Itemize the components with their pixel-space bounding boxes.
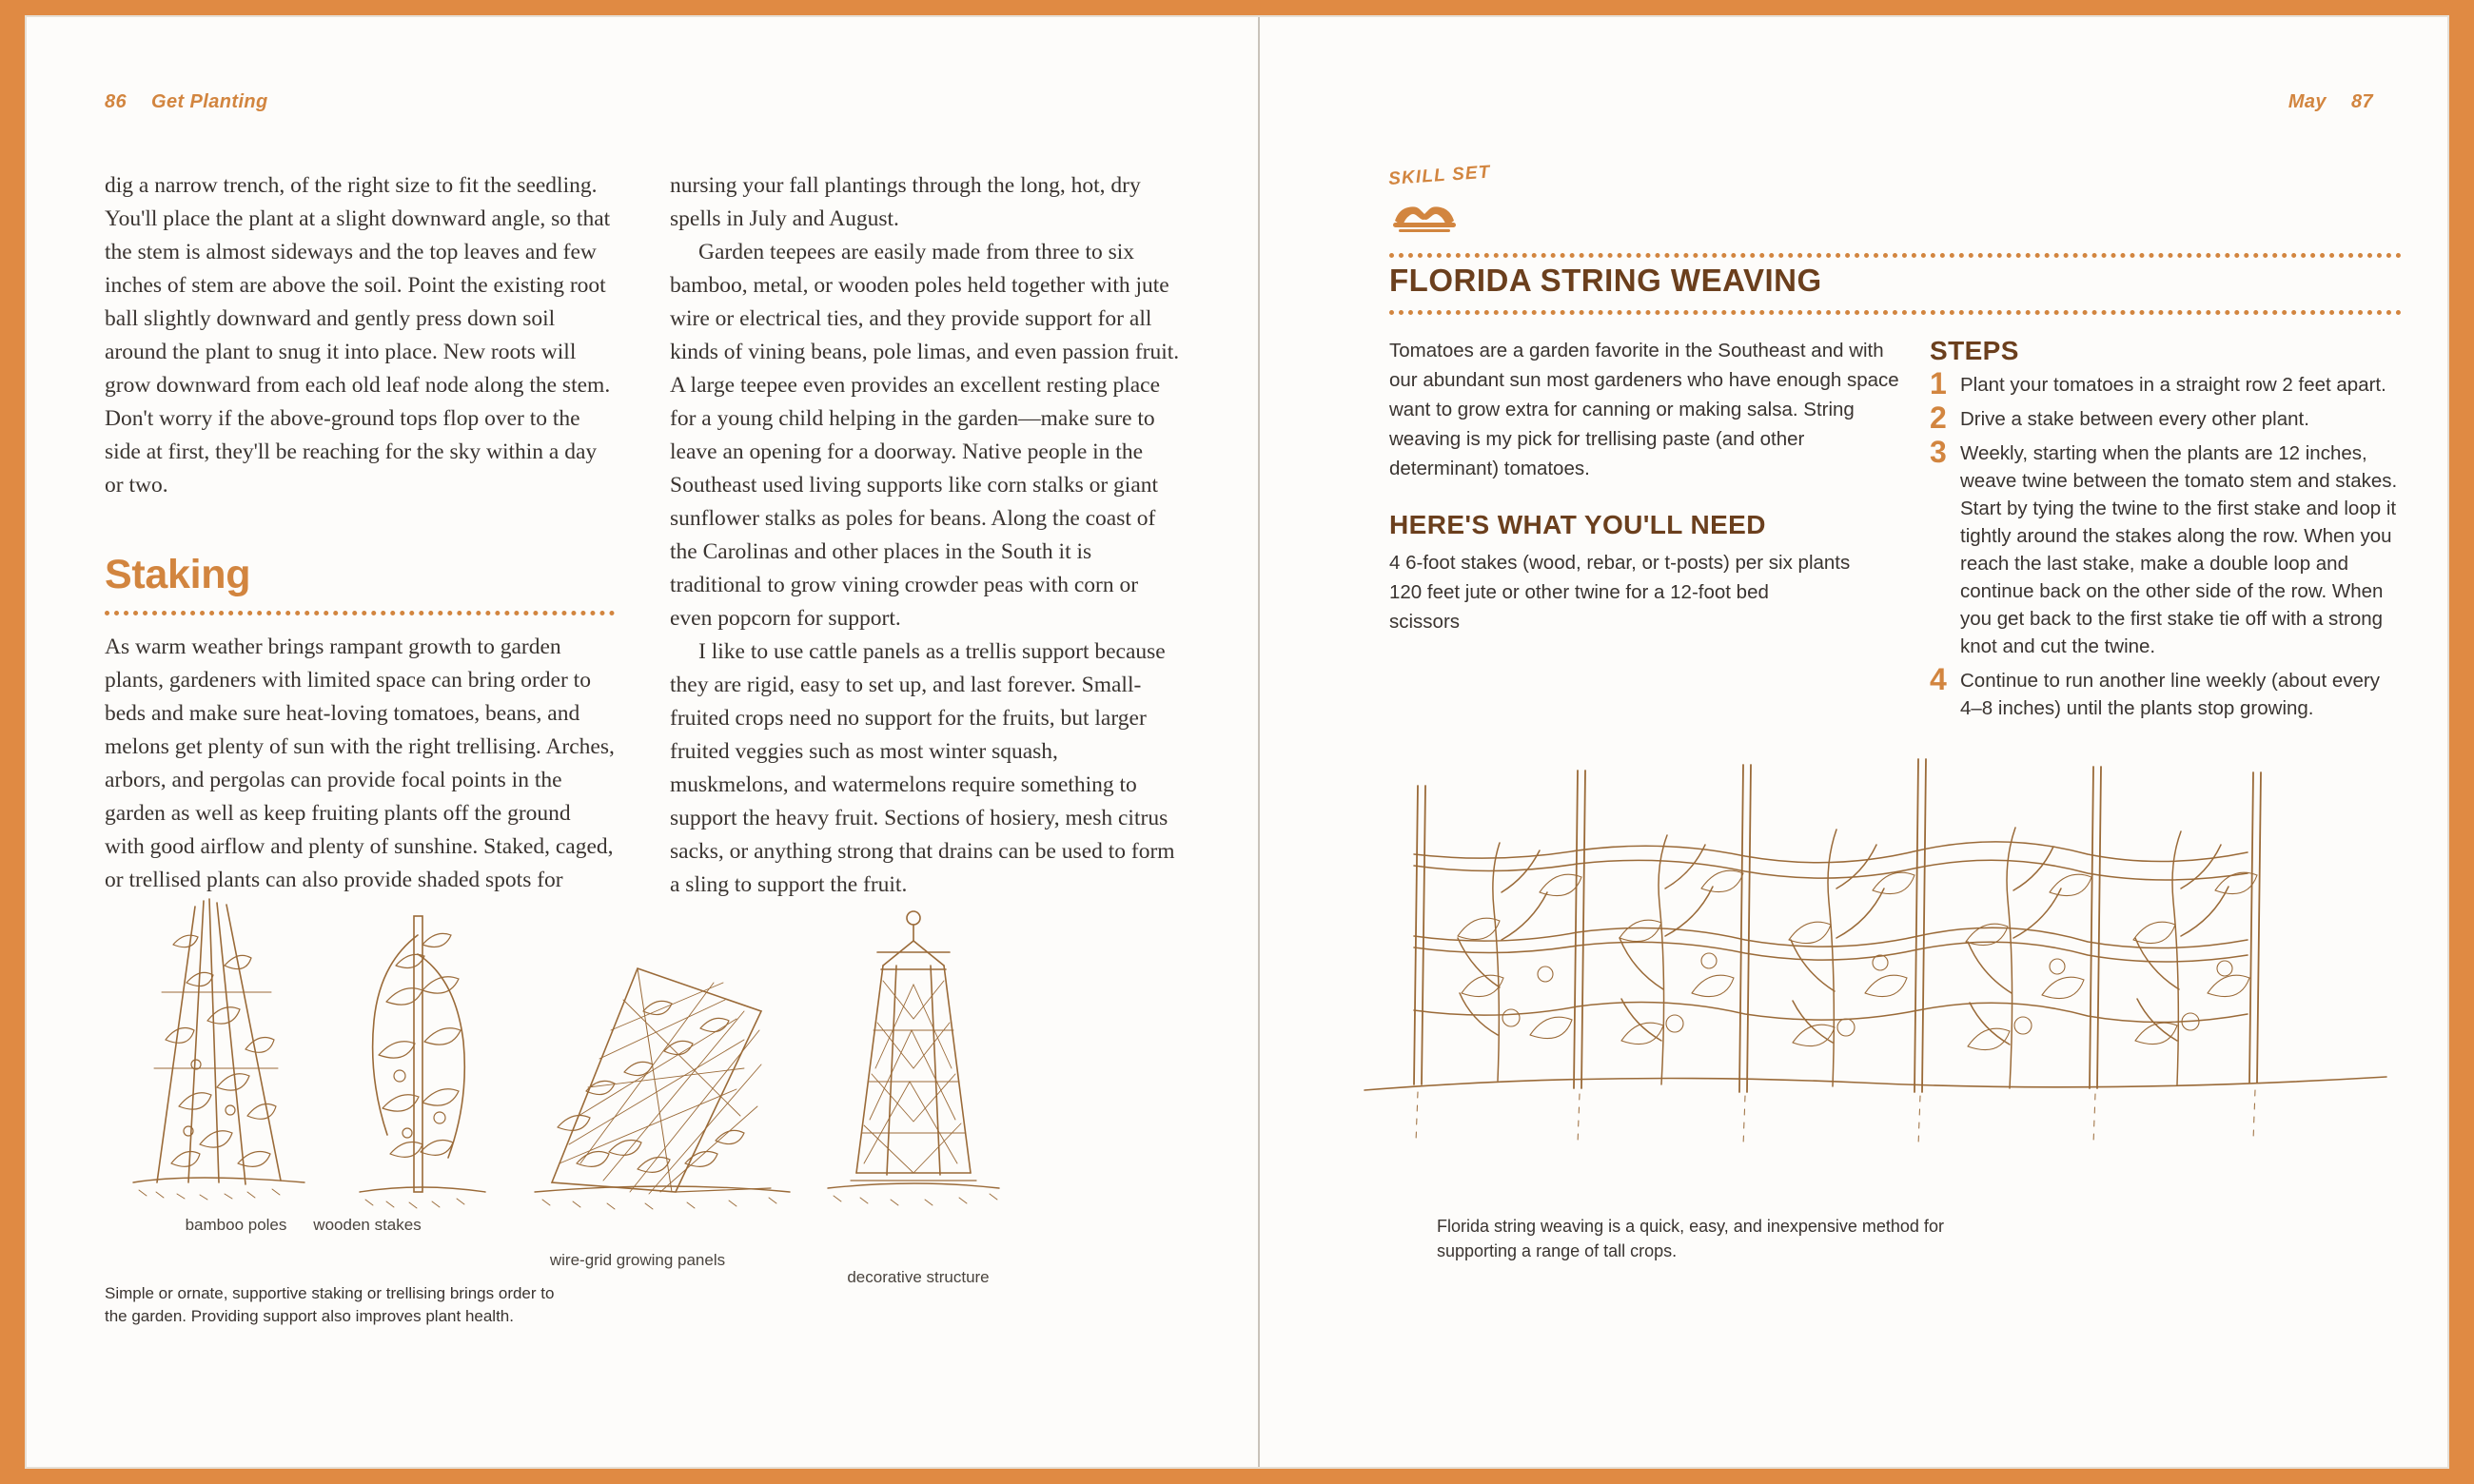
page-number-left: 86 bbox=[105, 91, 128, 112]
illustration-label-wire-grid-panels: wire-grid growing panels bbox=[549, 1251, 726, 1269]
need-item: 4 6-foot stakes (wood, rebar, or t-posts) per six plants bbox=[1389, 552, 1851, 574]
left-column-2 bbox=[670, 169, 1180, 902]
need-list bbox=[1389, 548, 1908, 636]
bamboo-teepee-drawing bbox=[133, 899, 304, 1200]
step-text: Drive a stake between every other plant. bbox=[1960, 408, 2309, 430]
running-head-left bbox=[105, 91, 268, 113]
feature-title: FLORIDA STRING WEAVING bbox=[1389, 263, 1822, 298]
step-number: 4 bbox=[1930, 662, 1947, 696]
left-figure-caption: Simple or ornate, supportive staking or trellising brings order to the garden. Providing support also improves plant health. bbox=[105, 1284, 555, 1325]
left-page bbox=[27, 17, 1260, 1467]
step-item bbox=[1930, 662, 2404, 722]
skill-set-badge bbox=[1387, 162, 1522, 232]
step-item bbox=[1930, 400, 2404, 435]
steps-list bbox=[1930, 366, 2404, 729]
illustration-label-wooden-stakes: wooden stakes bbox=[313, 1216, 422, 1234]
need-list-title: HERE'S WHAT YOU'LL NEED bbox=[1389, 510, 1766, 539]
right-figure-caption: Florida string weaving is a quick, easy, and inexpensive method for supporting a range of tall crops. bbox=[1437, 1217, 1944, 1260]
wooden-stake-drawing bbox=[360, 916, 485, 1208]
paragraph: As warm weather brings rampant growth to garden plants, gardeners with limited space can bring order to beds and make sure heat-loving tomatoes, beans, and melons get plenty of sun with the right trellising. Arches, arbors, and pergolas can provide focal points in the garden as well as keep fruiting plants off the ground with good airflow and plenty of sunshine. Staked, caged, or trellised plants can also provide shaded spots for bbox=[105, 635, 615, 892]
step-text: Continue to run another line weekly (about every 4–8 inches) until the plants stop growing. bbox=[1960, 670, 2381, 719]
string-weaving-illustration bbox=[1359, 750, 2405, 1197]
paragraph: dig a narrow trench, of the right size to fit the seedling. You'll place the plant at a slight downward angle, so that the stem is almost sideways and the top leaves and few inches of stem are above the soil. Point the existing root ball slightly downward and gently press down soil around the plant to snug it into place. New roots will grow downward from each old leaf node along the stem. Don't worry if the above-ground tops flop over to the side at first, they'll be reaching for the sky within a day or two. bbox=[105, 173, 611, 498]
tomato-plants bbox=[1458, 828, 2229, 1088]
step-number: 2 bbox=[1930, 400, 1947, 435]
stakes bbox=[1414, 759, 2261, 1092]
running-head-left-label: Get Planting bbox=[151, 91, 268, 112]
left-text-columns bbox=[105, 169, 1180, 902]
section-title-staking: Staking bbox=[105, 552, 251, 597]
book-spread bbox=[25, 15, 2449, 1469]
dotted-rule bbox=[105, 611, 615, 615]
feature-intro: Tomatoes are a garden favorite in the Southeast and with our abundant sun most gardeners who have enough space want to grow extra for canning or making salsa. String weaving is my pick for trellising paste (and other determinant) tomatoes. bbox=[1389, 340, 1899, 479]
step-item bbox=[1930, 435, 2404, 660]
step-text: Weekly, starting when the plants are 12 inches, weave twine between the tomato stem and stakes. Start by tying the twine to the first stake and loop it tightly around the stakes along the row. When you reach the last stake, make a double loop and continue back on the other side of the row. When you get back to the first stake tie off with a strong knot and cut the twine. bbox=[1960, 442, 2398, 657]
wire-grid-panel-drawing bbox=[535, 968, 790, 1209]
paragraph: nursing your fall plantings through the long, hot, dry spells in July and August. bbox=[670, 173, 1141, 231]
illustration-label-bamboo-poles: bamboo poles bbox=[185, 1216, 287, 1234]
soil-line bbox=[1365, 1077, 2386, 1090]
staking-illustration bbox=[105, 878, 1208, 1259]
steps-title: STEPS bbox=[1930, 336, 2019, 365]
step-text: Plant your tomatoes in a straight row 2 feet apart. bbox=[1960, 374, 2386, 396]
page-number-right: 87 bbox=[2350, 91, 2373, 112]
running-head-right bbox=[2288, 91, 2373, 113]
step-number: 1 bbox=[1930, 366, 1947, 400]
skill-set-label: SKILL SET bbox=[1387, 162, 1492, 190]
paragraph: Garden teepees are easily made from three to six bamboo, metal, or wooden poles held together with jute wire or electrical ties, and they provide support for all kinds of vining beans, pole limas, and even passion fruit. A large teepee even provides an excellent resting place for a young child helping in the garden—make sure to leave an opening for a doorway. Native people in the Southeast used living supports like corn stalks or giant sunflower stalks as poles for beans. Along the coast of the Carolinas and other places in the South it is traditional to grow vining crowder peas with corn or even popcorn for support. bbox=[670, 240, 1180, 631]
hands-icon bbox=[1389, 194, 1460, 232]
decorative-obelisk-drawing bbox=[828, 911, 999, 1205]
paragraph: I like to use cattle panels as a trellis support because they are rigid, easy to set up, and last forever. Small-fruited crops need no support for the fruits, but larger fruited veggies such as most winter squash, muskmelons, and watermelons require something to support the heavy fruit. Sections of hosiery, mesh citrus sacks, or anything strong that drains can be used to form a sling to support the fruit. bbox=[670, 639, 1175, 897]
staking-illustration-group bbox=[105, 878, 1208, 1316]
step-number: 3 bbox=[1930, 435, 1947, 469]
buried-stake-hints bbox=[1416, 1090, 2255, 1145]
step-item bbox=[1930, 366, 2404, 400]
illustration-label-decorative-structure: decorative structure bbox=[847, 1268, 990, 1286]
left-column-1 bbox=[105, 169, 615, 902]
need-item: 120 feet jute or other twine for a 12-foot bed bbox=[1389, 581, 1769, 603]
running-head-right-label: May bbox=[2287, 91, 2327, 112]
feature-rule-top bbox=[1389, 253, 2402, 258]
feature-rule-bottom bbox=[1389, 310, 2402, 315]
need-item: scissors bbox=[1389, 611, 1461, 633]
